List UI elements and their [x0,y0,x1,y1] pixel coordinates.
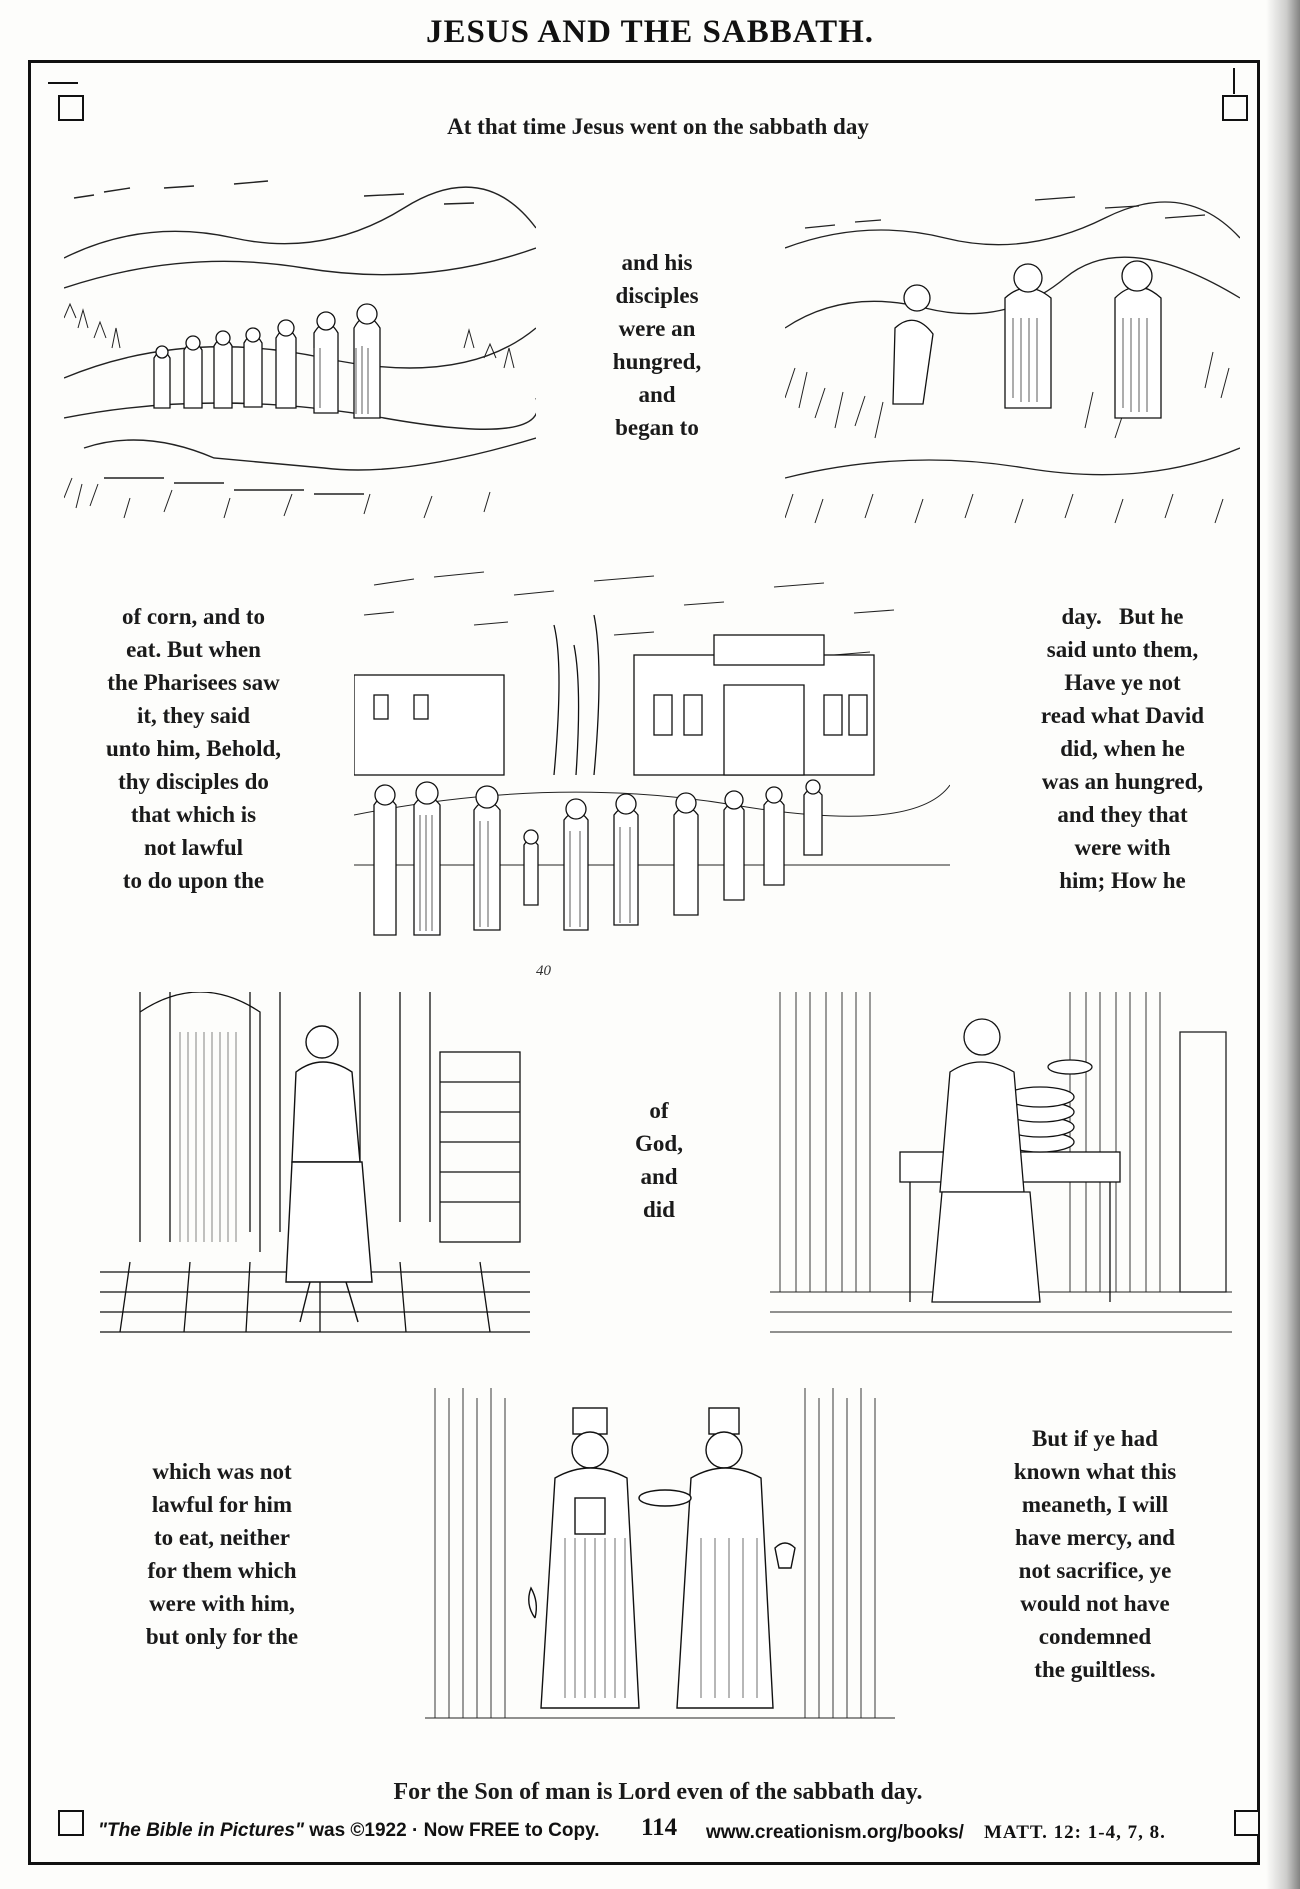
text-line: have mercy, and [1015,1525,1175,1550]
text-line: it, they said [136,703,251,728]
disciples-walking-field-illustration [64,178,536,530]
verse-fragment-right-middle [1010,600,1235,897]
text-line: and [638,382,676,407]
text-line: him; How he [1059,868,1186,893]
verse-fragment-right-bottom [985,1422,1205,1686]
pharisees-procession-illustration [354,565,950,945]
text-line: unto him, Behold, [105,736,282,761]
text-line: read what David [1040,703,1205,728]
verse-fragment-left-bottom [112,1455,332,1653]
text-line: lawful for him [151,1492,293,1517]
text-line: did, when he [1060,736,1185,761]
text-line: not sacrifice, ye [1018,1558,1172,1583]
page-number: 114 [641,1814,678,1841]
corner-line-tl [48,82,78,84]
text-line: of [649,1098,669,1123]
verse-fragment-top-middle [592,246,722,444]
scripture-reference: MATT. 12: 1-4, 7, 8. [984,1822,1166,1843]
text-line: hungred, [612,349,702,374]
text-line: did [643,1197,675,1222]
text-line: the Pharisees saw [107,670,280,695]
text-line: said unto them, [1046,637,1199,662]
david-taking-shewbread-illustration [770,992,1232,1338]
text-line: and [640,1164,678,1189]
text-line: not lawful [143,835,244,860]
text-line: eat. But when [126,637,261,662]
text-line: meaneth, I will [1021,1492,1169,1517]
text-line: day. But he [1061,604,1184,629]
page-title: JESUS AND THE SABBATH. [425,14,875,50]
disciples-plucking-corn-illustration [785,178,1240,530]
text-line: condemned [1038,1624,1152,1649]
copyright-notice: was ©1922 · Now FREE to Copy. [303,1820,600,1841]
footer-credit [98,1820,600,1854]
plate-number: 40 [536,963,551,979]
text-line: Have ye not [1064,670,1181,695]
closing-verse: For the Son of man is Lord even of the sabbath day. [393,1779,923,1805]
verse-fragment-left-middle [86,600,301,897]
text-line: were an [618,316,696,341]
text-line: thy disciples do [118,769,269,794]
text-line: disciples [615,283,699,308]
corner-ornament-br [1234,1810,1260,1836]
text-line: were with him, [149,1591,295,1616]
text-line: began to [615,415,699,440]
text-line: but only for the [145,1624,299,1649]
text-line: which was not [152,1459,292,1484]
book-title: "The Bible in Pictures" [98,1820,304,1841]
text-line: the guiltless. [1034,1657,1156,1682]
text-line: would not have [1020,1591,1170,1616]
text-line: and his [621,250,693,275]
text-line: But if ye had [1032,1426,1158,1451]
text-line: were with [1074,835,1171,860]
website-link[interactable]: www.creationism.org/books/ [706,1822,964,1843]
text-line: to eat, neither [153,1525,291,1550]
text-line: and they that [1057,802,1188,827]
text-line: to do upon the [122,868,265,893]
priests-with-offerings-illustration [425,1388,895,1740]
text-line: known what this [1013,1459,1177,1484]
corner-ornament-bl [58,1810,84,1836]
opening-verse: At that time Jesus went on the sabbath day [447,114,869,139]
text-line: that which is [130,802,257,827]
text-line: of corn, and to [121,604,266,629]
corner-line-tr [1233,68,1235,94]
text-line: God, [635,1131,683,1156]
text-line: for them which [147,1558,297,1583]
page-edge-shadow [1266,0,1300,1889]
text-line: was an hungred, [1041,769,1204,794]
david-entering-temple-illustration [100,992,530,1338]
verse-fragment-center [604,1094,714,1226]
